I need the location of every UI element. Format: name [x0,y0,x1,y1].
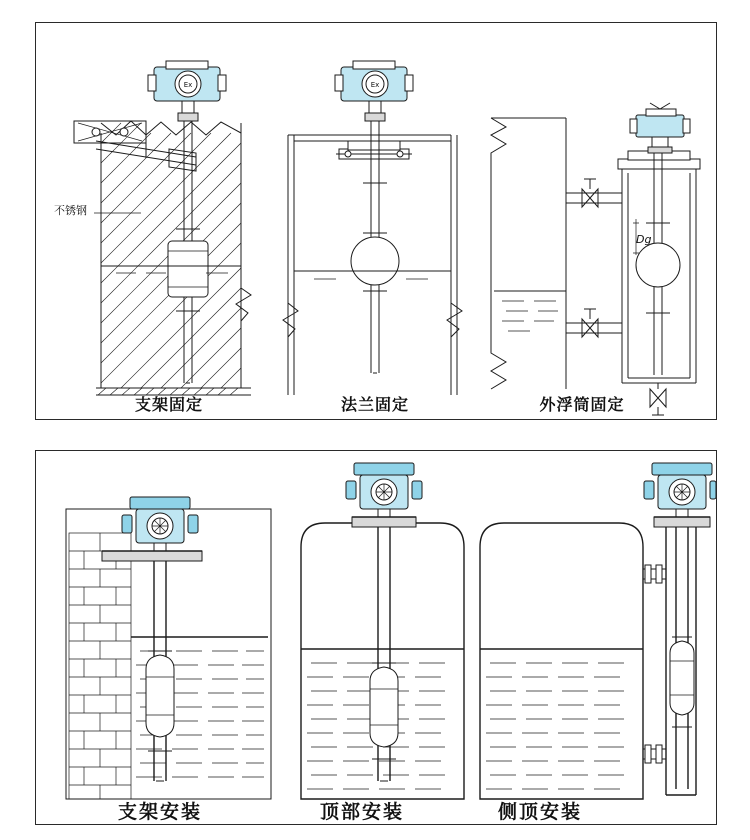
float-b [370,667,398,747]
float-3 [636,243,680,287]
top-panel-drawing [36,23,716,419]
flange-c [654,517,710,527]
figure-bracket-mount [66,497,271,799]
float-c [670,641,694,715]
figure-external-cage [491,103,700,415]
bottom-panel-drawing [36,451,716,824]
transmitter-head-1 [148,61,226,121]
figure-flange-fix [283,61,462,395]
side-nozzle-upper [643,565,666,583]
transmitter-head-2 [335,61,413,121]
figure-side-top-mount [480,463,716,799]
float-1 [168,241,208,297]
figure-top-mount [301,463,464,799]
caption-bracket-fix: 支架固定 [134,395,203,414]
caption-flange-fix: 法兰固定 [340,395,409,414]
liquid-hatch-c [486,663,624,789]
transmitter-head-a [122,497,198,551]
caption-external-cage: 外浮筒固定 [539,395,625,414]
transmitter-head-3 [630,103,690,153]
panel-installation-mounting-types [35,450,717,825]
label-dg: Dg [636,233,652,246]
bracket-shelf [102,551,202,561]
caption-top-mount: 顶部安装 [319,801,404,823]
brick-wall [69,533,131,799]
panel-installation-fixing-methods [35,22,717,420]
ball-float-2 [351,237,399,285]
transmitter-head-c [644,463,716,517]
float-a [146,655,174,737]
flange-b [352,517,416,527]
label-stainless-steel: 不锈钢 [54,204,87,217]
transmitter-head-b [346,463,422,517]
caption-bracket-mount: 支架安装 [117,801,202,823]
figure-bracket-fix [74,61,251,395]
ex-label-2: Ex [370,81,380,89]
caption-side-top-mount: 侧顶安装 [497,801,582,823]
side-nozzle-lower [643,745,666,763]
ex-label-1: Ex [183,81,193,89]
